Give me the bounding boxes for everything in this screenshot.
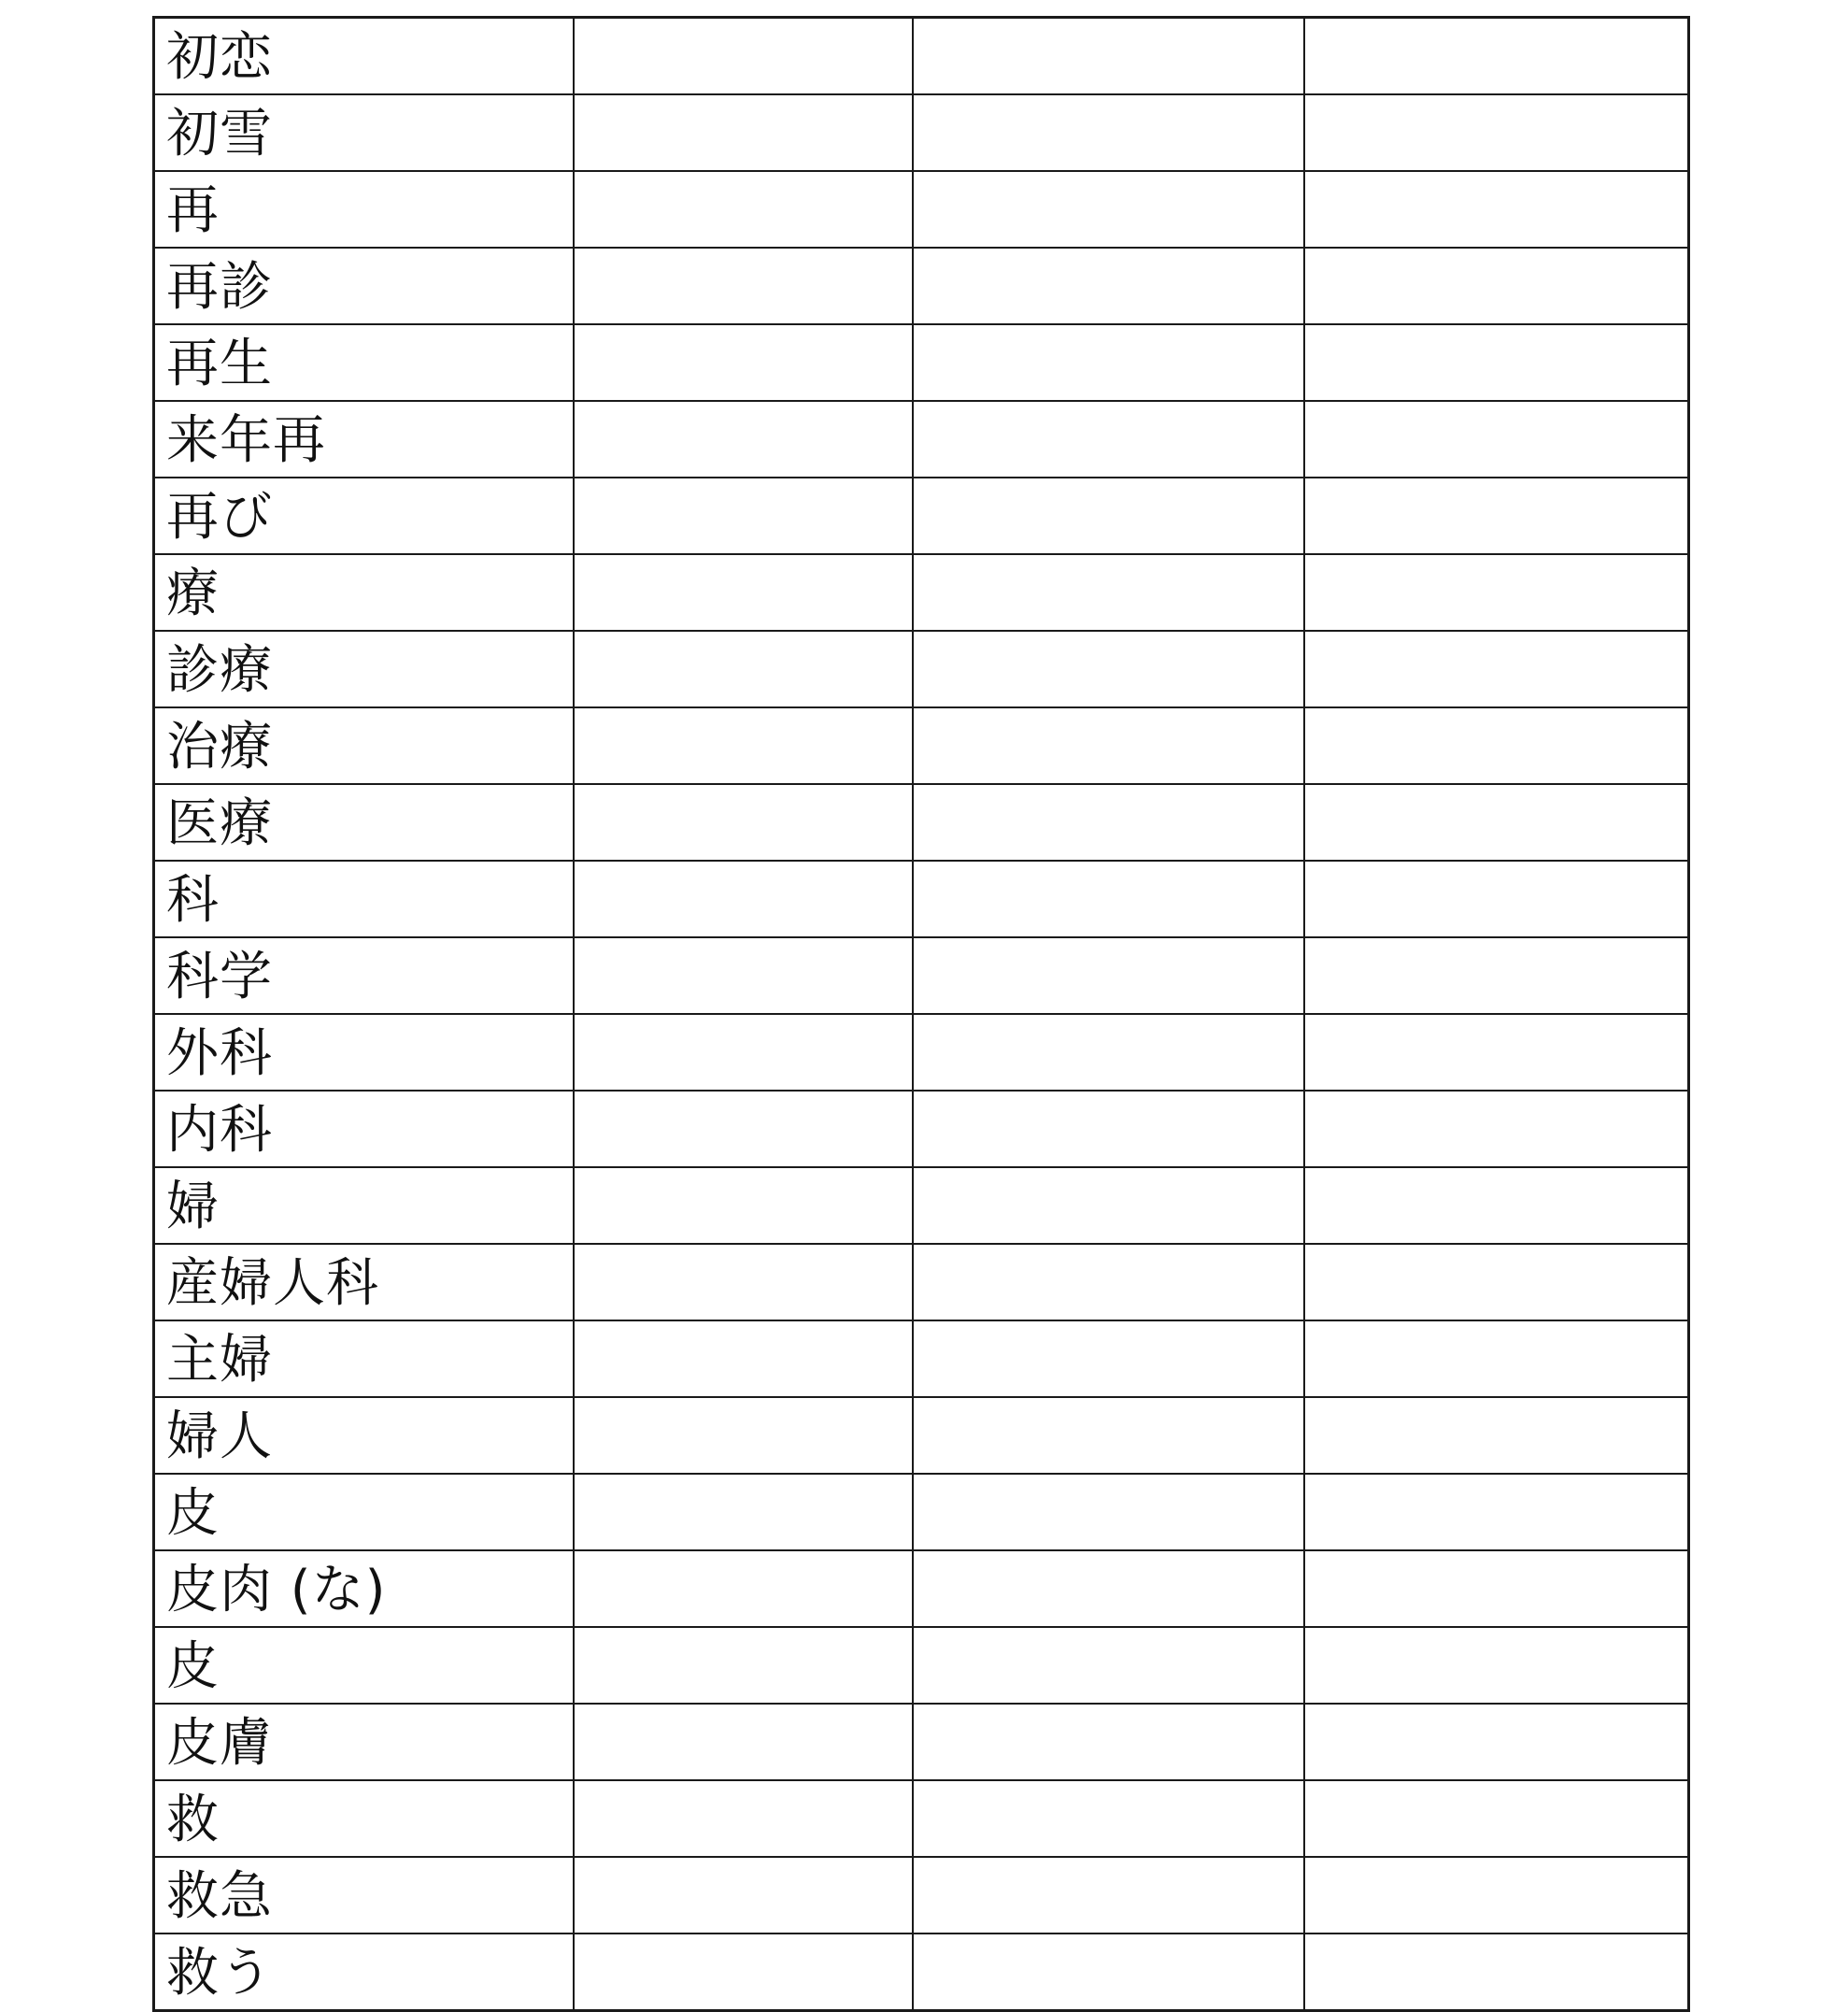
table-row [154, 554, 1689, 631]
blank-cell-3 [1304, 1704, 1689, 1780]
blank-cell-1 [574, 1780, 913, 1857]
vocab-word-cell: 救う [154, 1934, 574, 2011]
blank-cell-1 [574, 18, 913, 95]
blank-cell-3 [1304, 1857, 1689, 1934]
vocabulary-table [152, 16, 1690, 2012]
blank-cell-1 [574, 937, 913, 1014]
table-row [154, 1857, 1689, 1934]
vocab-word-cell: 皮 [154, 1474, 574, 1550]
blank-cell-2 [913, 1474, 1304, 1550]
blank-cell-1 [574, 248, 913, 324]
table-row [154, 478, 1689, 554]
table-row [154, 324, 1689, 401]
blank-cell-3 [1304, 478, 1689, 554]
table-body [154, 18, 1689, 2011]
blank-cell-3 [1304, 631, 1689, 707]
blank-cell-3 [1304, 18, 1689, 95]
vocab-word-cell: 産婦人科 [154, 1244, 574, 1320]
blank-cell-2 [913, 1934, 1304, 2011]
table-row [154, 1704, 1689, 1780]
blank-cell-1 [574, 554, 913, 631]
vocab-word-cell: 医療 [154, 784, 574, 861]
vocab-word-cell: 療 [154, 554, 574, 631]
vocab-word-cell: 初恋 [154, 18, 574, 95]
vocab-word-cell: 科学 [154, 937, 574, 1014]
table-row [154, 94, 1689, 171]
table-row [154, 631, 1689, 707]
table-row [154, 1167, 1689, 1244]
blank-cell-3 [1304, 171, 1689, 248]
blank-cell-3 [1304, 1244, 1689, 1320]
vocab-word-cell: 皮肉 (な) [154, 1550, 574, 1627]
vocab-word-cell: 再 [154, 171, 574, 248]
blank-cell-1 [574, 1627, 913, 1704]
vocab-word-cell: 内科 [154, 1091, 574, 1167]
blank-cell-1 [574, 707, 913, 784]
blank-cell-3 [1304, 401, 1689, 478]
blank-cell-2 [913, 937, 1304, 1014]
blank-cell-1 [574, 171, 913, 248]
blank-cell-2 [913, 1091, 1304, 1167]
blank-cell-1 [574, 1397, 913, 1474]
vocab-word-cell: 再び [154, 478, 574, 554]
blank-cell-3 [1304, 1320, 1689, 1397]
blank-cell-3 [1304, 784, 1689, 861]
blank-cell-2 [913, 94, 1304, 171]
vocab-word-cell: 皮 [154, 1627, 574, 1704]
vocab-word-cell: 再生 [154, 324, 574, 401]
blank-cell-2 [913, 1780, 1304, 1857]
blank-cell-3 [1304, 937, 1689, 1014]
blank-cell-2 [913, 861, 1304, 937]
vocab-word-cell: 初雪 [154, 94, 574, 171]
table-row [154, 861, 1689, 937]
table-row [154, 1934, 1689, 2011]
vocab-word-cell: 救 [154, 1780, 574, 1857]
blank-cell-2 [913, 554, 1304, 631]
table-row [154, 1091, 1689, 1167]
blank-cell-2 [913, 1167, 1304, 1244]
blank-cell-1 [574, 1857, 913, 1934]
blank-cell-1 [574, 324, 913, 401]
blank-cell-1 [574, 1244, 913, 1320]
blank-cell-1 [574, 478, 913, 554]
blank-cell-2 [913, 1397, 1304, 1474]
vocab-word-cell: 科 [154, 861, 574, 937]
vocab-word-cell: 婦 [154, 1167, 574, 1244]
blank-cell-1 [574, 1014, 913, 1091]
table-row [154, 18, 1689, 95]
blank-cell-1 [574, 1934, 913, 2011]
blank-cell-1 [574, 1320, 913, 1397]
blank-cell-3 [1304, 1934, 1689, 2011]
blank-cell-3 [1304, 554, 1689, 631]
blank-cell-1 [574, 631, 913, 707]
blank-cell-2 [913, 18, 1304, 95]
blank-cell-3 [1304, 861, 1689, 937]
table-row [154, 937, 1689, 1014]
table-row [154, 401, 1689, 478]
blank-cell-2 [913, 1244, 1304, 1320]
blank-cell-2 [913, 1320, 1304, 1397]
blank-cell-2 [913, 324, 1304, 401]
vocab-word-cell: 婦人 [154, 1397, 574, 1474]
vocab-word-cell: 来年再 [154, 401, 574, 478]
table-row [154, 1627, 1689, 1704]
blank-cell-3 [1304, 1627, 1689, 1704]
table-row [154, 1550, 1689, 1627]
blank-cell-3 [1304, 324, 1689, 401]
blank-cell-3 [1304, 1550, 1689, 1627]
vocab-word-cell: 皮膚 [154, 1704, 574, 1780]
blank-cell-1 [574, 1474, 913, 1550]
blank-cell-1 [574, 1550, 913, 1627]
blank-cell-3 [1304, 94, 1689, 171]
table-row [154, 1780, 1689, 1857]
vocab-word-cell: 外科 [154, 1014, 574, 1091]
blank-cell-3 [1304, 1014, 1689, 1091]
blank-cell-1 [574, 94, 913, 171]
table-row [154, 1397, 1689, 1474]
blank-cell-1 [574, 1704, 913, 1780]
blank-cell-3 [1304, 1397, 1689, 1474]
vocab-word-cell: 診療 [154, 631, 574, 707]
table-row [154, 707, 1689, 784]
blank-cell-2 [913, 784, 1304, 861]
blank-cell-1 [574, 401, 913, 478]
table-row [154, 1244, 1689, 1320]
blank-cell-1 [574, 784, 913, 861]
blank-cell-2 [913, 171, 1304, 248]
blank-cell-3 [1304, 1474, 1689, 1550]
blank-cell-1 [574, 1167, 913, 1244]
table-row [154, 171, 1689, 248]
blank-cell-3 [1304, 1167, 1689, 1244]
vocab-word-cell: 救急 [154, 1857, 574, 1934]
blank-cell-2 [913, 401, 1304, 478]
blank-cell-2 [913, 1550, 1304, 1627]
blank-cell-2 [913, 1704, 1304, 1780]
blank-cell-2 [913, 707, 1304, 784]
blank-cell-3 [1304, 1780, 1689, 1857]
vocab-word-cell: 治療 [154, 707, 574, 784]
blank-cell-3 [1304, 707, 1689, 784]
blank-cell-2 [913, 248, 1304, 324]
table-row [154, 784, 1689, 861]
vocab-word-cell: 再診 [154, 248, 574, 324]
blank-cell-2 [913, 1014, 1304, 1091]
blank-cell-2 [913, 631, 1304, 707]
blank-cell-2 [913, 1627, 1304, 1704]
blank-cell-3 [1304, 248, 1689, 324]
blank-cell-2 [913, 1857, 1304, 1934]
table-row [154, 248, 1689, 324]
blank-cell-3 [1304, 1091, 1689, 1167]
vocab-word-cell: 主婦 [154, 1320, 574, 1397]
table-row [154, 1014, 1689, 1091]
table-row [154, 1474, 1689, 1550]
table-row [154, 1320, 1689, 1397]
blank-cell-1 [574, 861, 913, 937]
blank-cell-2 [913, 478, 1304, 554]
blank-cell-1 [574, 1091, 913, 1167]
